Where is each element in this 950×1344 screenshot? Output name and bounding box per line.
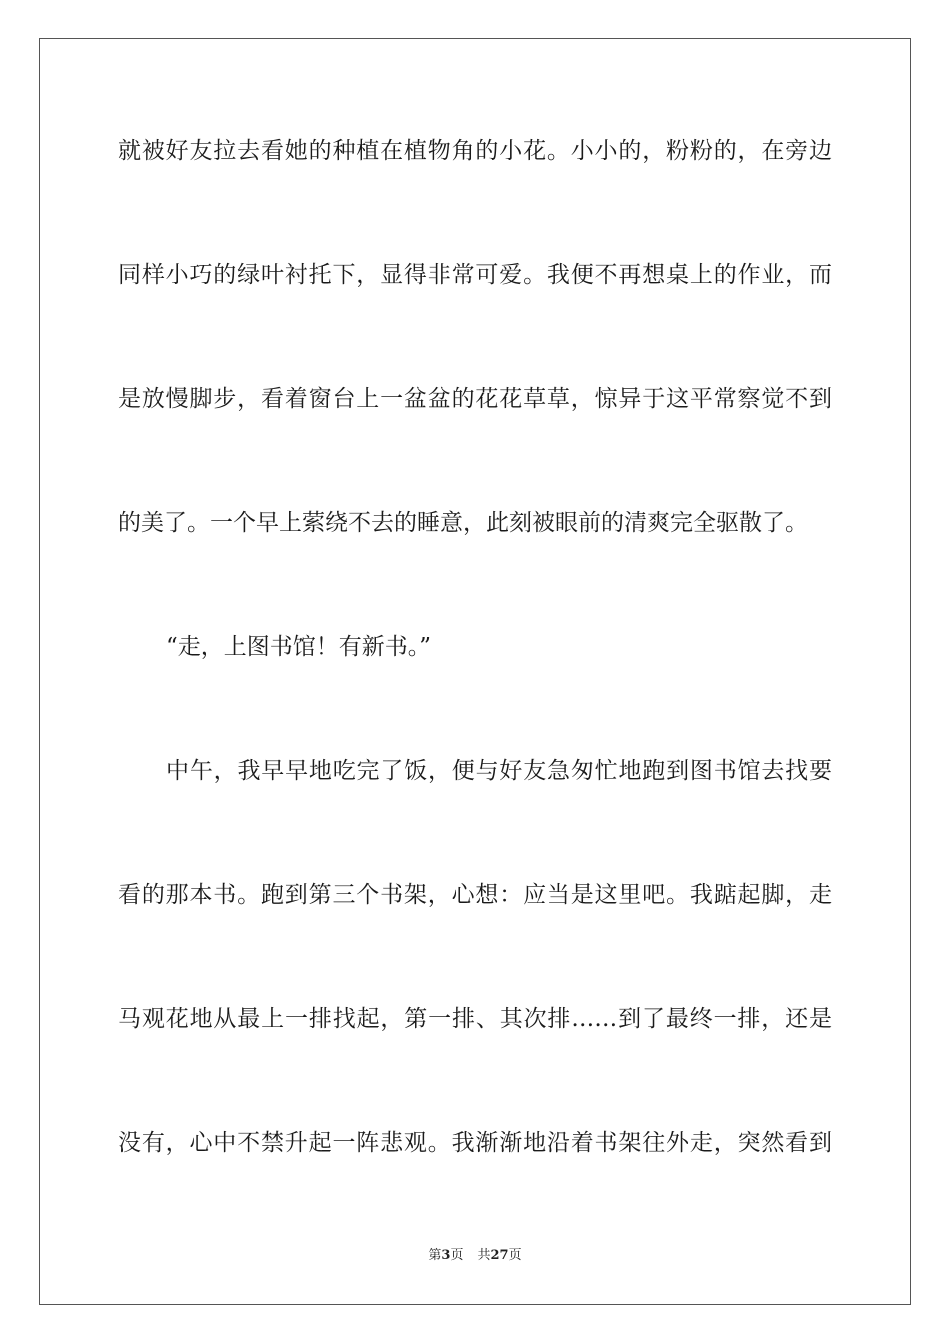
paragraph-line-4: 的美了。一个早上萦绕不去的睡意，此刻被眼前的清爽完全驱散了。 [118, 510, 808, 536]
paragraph-line-3: 是放慢脚步，看着窗台上一盆盆的花花草草，惊异于这平常察觉不到 [118, 386, 832, 412]
page-number: 3 [441, 1248, 451, 1263]
page-footer [0, 1248, 950, 1264]
paragraph-line-1: 就被好友拉去看她的种植在植物角的小花。小小的，粉粉的，在旁边 [118, 138, 832, 164]
page-frame [39, 38, 911, 1305]
total-prefix: 共 [477, 1248, 491, 1263]
total-suffix: 页 [508, 1248, 522, 1263]
paragraph-line-5: 中午，我早早地吃完了饭，便与好友急匆忙地跑到图书馆去找要 [166, 758, 832, 784]
dialogue-line: “走，上图书馆！有新书。” [166, 634, 432, 660]
paragraph-line-8: 没有，心中不禁升起一阵悲观。我渐渐地沿着书架往外走，突然看到 [118, 1130, 832, 1156]
total-pages: 27 [490, 1248, 509, 1263]
paragraph-line-2: 同样小巧的绿叶衬托下，显得非常可爱。我便不再想桌上的作业，而 [118, 262, 832, 288]
paragraph-line-7: 马观花地从最上一排找起，第一排、其次排……到了最终一排，还是 [118, 1006, 832, 1032]
page-suffix: 页 [450, 1248, 464, 1263]
page-prefix: 第 [428, 1248, 442, 1263]
paragraph-line-6: 看的那本书。跑到第三个书架，心想：应当是这里吧。我踮起脚，走 [118, 882, 832, 908]
